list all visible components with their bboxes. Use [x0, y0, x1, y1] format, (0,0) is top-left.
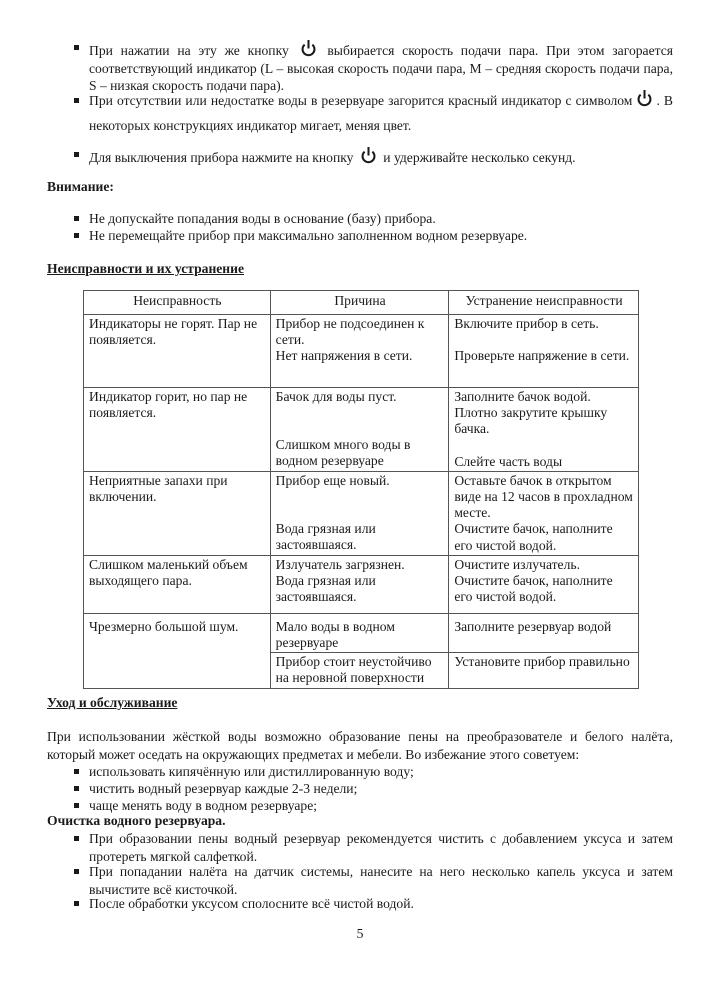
solution-cell: Заполните резервуар водой [449, 613, 639, 652]
cause-cell [270, 388, 449, 472]
table-row [84, 388, 639, 472]
cleaning-item-text: После обработки уксусом сполосните всё чистой водой. [89, 896, 414, 911]
cause-text: Прибор не подсоединен к сети. [275, 316, 425, 348]
problem-cell: Чрезмерно большой шум. [84, 613, 271, 688]
power-icon [300, 39, 317, 58]
problem-cell: Слишком маленький объем выходящего пара. [84, 555, 271, 613]
cause-cell: Прибор стоит неустойчиво на неровной поверхности [270, 653, 449, 688]
table-row [84, 613, 639, 652]
solution-text: Очистите бачок, наполните его чистой водой. [454, 521, 613, 553]
page-number: 5 [356, 926, 364, 941]
solution-text: Оставьте бачок в открытом виде на 12 часов в прохладном месте. [454, 472, 633, 521]
problem-cell: Индикаторы не горят. Пар не появляется. [84, 315, 271, 388]
intro-bullet-text: Для выключения прибора нажмите на кнопку и удерживайте несколько секунд. [89, 146, 673, 167]
problem-cell: Неприятные запахи при включении. [84, 471, 271, 555]
bullet-square-icon [74, 233, 79, 238]
cause-cell [270, 471, 449, 555]
cause-text: Прибор еще новый. [275, 472, 390, 488]
cleaning-heading: Очистка водного резервуара. [47, 813, 226, 828]
bullet-square-icon [74, 869, 79, 874]
bullet-square-icon [74, 45, 79, 50]
care-heading: Уход и обслуживание [47, 695, 178, 710]
solution-text: Включите прибор в сеть. [454, 316, 599, 331]
bullet-square-icon [74, 216, 79, 221]
cause-cell [270, 315, 449, 388]
solution-text: Проверьте напряжение в сети. [454, 348, 630, 364]
table-row [84, 555, 639, 613]
bullet-square-icon [74, 769, 79, 774]
cleaning-item-text: При попадании налёта на датчик системы, нанесите на него несколько капель уксуса и затем вычистите всё кисточкой. [89, 864, 673, 897]
care-item-text: использовать кипячённую или дистиллированную воду; [89, 764, 414, 779]
solution-text: Очистите бачок, наполните его чистой водой. [454, 573, 613, 605]
table-row [84, 471, 639, 555]
solution-cell [449, 315, 639, 388]
solution-cell [449, 471, 639, 555]
cause-cell: Мало воды в водном резервуаре [270, 613, 449, 652]
bullet-square-icon [74, 901, 79, 906]
care-paragraph: При использовании жёсткой воды возможно образование пены на преобразователе и белого налёта, который может оседать на окружающих предметах и мебели. Во избежание этого советуем: [47, 729, 673, 762]
attention-item-text: Не перемещайте прибор при максимально заполненном водном резервуаре. [89, 228, 528, 243]
care-item-text: чаще менять воду в водном резервуаре; [89, 798, 317, 813]
table-header-row [84, 291, 639, 315]
solution-cell [449, 388, 639, 472]
intro-bullet-text: При нажатии на эту же кнопку выбирается скорость подачи пара. При этом загорается соответствующий индикатор (L – высокая скорость подачи пара, M – средняя скорость подачи пара, S – низкая скорость подачи пара). [89, 39, 673, 95]
troubleshooting-table [83, 290, 639, 689]
cause-text: Вода грязная или застоявшаяся. [275, 573, 376, 605]
solution-text: Очистите излучатель. [454, 556, 580, 572]
solution-cell [449, 555, 639, 613]
table-row [84, 315, 639, 388]
problem-cell: Индикатор горит, но пар не появляется. [84, 388, 271, 472]
cause-text: Вода грязная или застоявшаяся. [275, 521, 376, 553]
troubleshooting-heading: Неисправности и их устранение [47, 261, 245, 276]
attention-item-text: Не допускайте попадания воды в основание (базу) прибора. [89, 211, 436, 226]
solution-cell: Установите прибор правильно [449, 653, 639, 688]
bullet-square-icon [74, 152, 79, 157]
attention-title: Внимание: [47, 179, 114, 194]
bullet-square-icon [74, 98, 79, 103]
intro-bullet-text: При отсутствии или недостатке воды в резервуаре загорится красный индикатор с символом . В некоторых конструкциях индикатор мигает, меняя цвет. [89, 88, 673, 138]
cleaning-item-text: При образовании пены водный резервуар рекомендуется чистить с добавлением уксуса и затем протереть мягкой салфеткой. [89, 831, 673, 864]
cause-text: Бачок для воды пуст. [275, 389, 397, 404]
solution-text: Слейте часть воды [454, 453, 563, 469]
column-header-cause: Причина [270, 291, 449, 315]
care-item-text: чистить водный резервуар каждые 2-3 недели; [89, 781, 358, 796]
column-header-problem: Неисправность [84, 291, 271, 315]
bullet-square-icon [74, 786, 79, 791]
cause-text: Излучатель загрязнен. [275, 556, 405, 572]
power-icon [636, 89, 653, 108]
cause-text: Нет напряжения в сети. [275, 348, 413, 364]
bullet-square-icon [74, 803, 79, 808]
cause-text: Слишком много воды в водном резервуаре [275, 437, 411, 469]
bullet-square-icon [74, 836, 79, 841]
solution-text: Заполните бачок водой. Плотно закрутите крышку бачка. [454, 389, 608, 437]
power-icon [360, 146, 377, 165]
column-header-solution: Устранение неисправности [449, 291, 639, 315]
cause-cell [270, 555, 449, 613]
